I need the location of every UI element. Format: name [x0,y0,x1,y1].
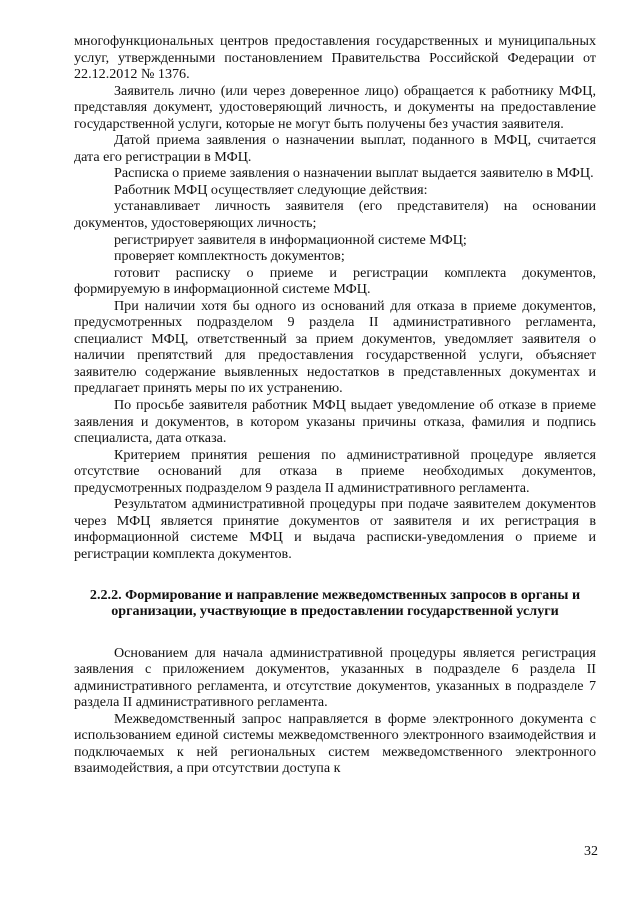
page-number: 32 [584,844,598,859]
paragraph: готовит расписку о приеме и регистрации комплекта документов, формируемую в информационной системе МФЦ. [74,264,596,298]
paragraph: многофункциональных центров предоставления государственных и муниципальных услуг, утвержденными постановлением Правительства Российской Федерации от 22.12.2012 № 1376. [74,33,596,83]
paragraph: При наличии хотя бы одного из оснований для отказа в приеме документов, предусмотренных подразделом 9 раздела II административного регламента, специалист МФЦ, ответственный за прием документов, уведомляет заявителя о наличии препятствий для предоставления государственной услуги, объясняет заявителю содержание выявленных недостатков в представленных документах и предлагает принять меры по их устранению. [74,297,596,397]
paragraph: Межведомственный запрос направляется в форме электронного документа с использованием единой системы межведомственного электронного взаимодействия и подключаемых к ней региональных систем межведомственного электронного взаимодействия, а при отсутствии доступа к [74,710,596,777]
paragraph: Заявитель лично (или через доверенное лицо) обращается к работнику МФЦ, представляя документ, удостоверяющий личность, и документы на предоставление государственной услуги, которые не могут быть получены без участия заявителя. [74,82,596,132]
paragraph: проверяет комплектность документов; [114,248,345,265]
paragraph: По просьбе заявителя работник МФЦ выдает уведомление об отказе в приеме заявления и документов, в котором указаны причины отказа, фамилия и подпись специалиста, дата отказа. [74,397,596,447]
document-body [74,33,596,777]
paragraph: Работник МФЦ осуществляет следующие действия: [114,181,428,198]
section-heading: 2.2.2. Формирование и направление межведомственных запросов в органы и организации, участвующие в предоставлении государственной услуги [89,586,581,620]
paragraphs-top [74,33,596,563]
paragraphs-bottom [74,645,596,777]
paragraph: Расписка о приеме заявления о назначении выплат выдается заявителю в МФЦ. [114,165,594,182]
paragraph: Результатом административной процедуры при подаче заявителем документов через МФЦ является принятие документов от заявителя и их регистрация в информационной системе МФЦ и выдача расписки-уведомления о приеме и регистрации комплекта документов. [74,496,596,562]
paragraph: регистрирует заявителя в информационной системе МФЦ; [114,231,467,248]
paragraph: Датой приема заявления о назначении выплат, поданного в МФЦ, считается дата его регистрации в МФЦ. [74,132,596,165]
paragraph: Основанием для начала административной процедуры является регистрация заявления с приложением документов, указанных в подразделе 6 раздела II административного регламента, и отсутствие документов, указанных в подразделе 7 раздела II административного регламента. [74,644,596,711]
paragraph: Критерием принятия решения по административной процедуре является отсутствие оснований для отказа в приеме необходимых документов, предусмотренных подразделом 9 раздела II административного регламента. [74,446,596,496]
paragraph: устанавливает личность заявителя (его представителя) на основании документов, удостоверяющих личность; [74,198,596,232]
